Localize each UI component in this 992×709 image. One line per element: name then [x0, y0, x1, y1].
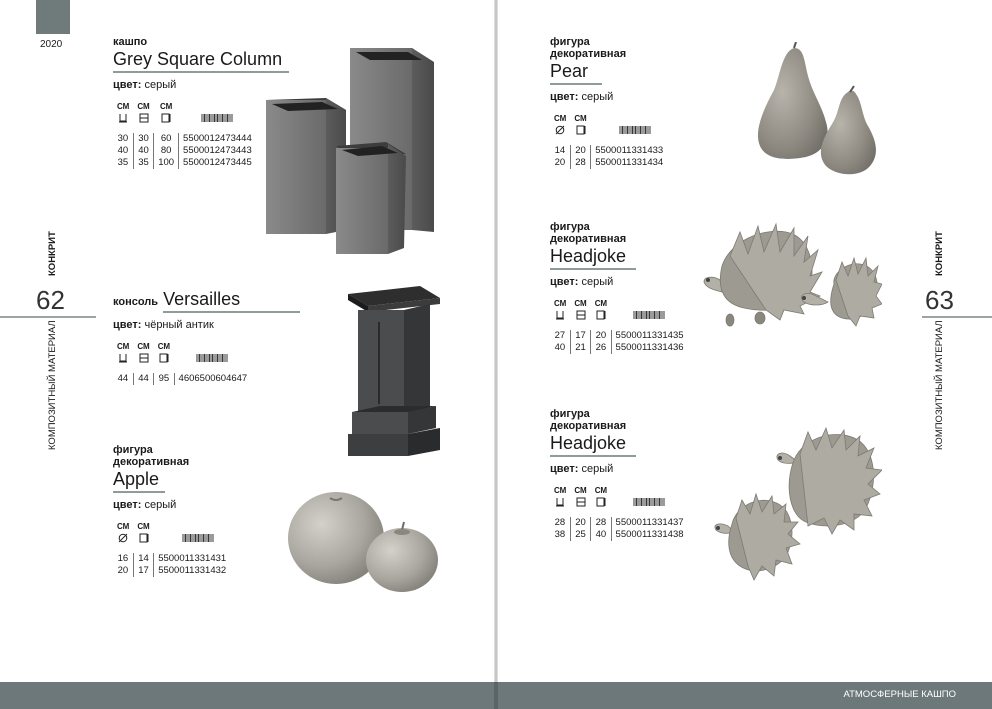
product-headjoke-2 — [550, 408, 688, 541]
right-page-number: 63 — [925, 285, 954, 315]
product-color: цвет: серый — [113, 499, 177, 511]
grey-square-column-image — [262, 44, 442, 259]
table-row: 14 20 5500011331433 — [550, 145, 667, 157]
spec-table: СМ СМ 14 20 5500011331433 20 28 5500011331434 — [550, 113, 667, 169]
product-color: цвет: чёрный антик — [113, 319, 214, 331]
hedgehog-image-2 — [708, 426, 882, 584]
height-icon — [118, 113, 128, 123]
spec-table: СМ СМ СМ 44 44 95 4606500604647 — [113, 341, 300, 385]
table-row: 40 40 80 5500012473443 — [113, 145, 256, 157]
table-row: 28 20 28 5500011331437 — [550, 517, 688, 529]
product-name: Versailles — [163, 288, 300, 313]
year-box — [36, 0, 70, 34]
table-row: 40 21 26 5500011331436 — [550, 342, 688, 354]
product-name: Pear — [550, 60, 602, 85]
product-color: цвет: серый — [550, 276, 614, 288]
width-icon — [139, 113, 149, 123]
depth-icon — [139, 533, 149, 543]
product-name: Headjoke — [550, 245, 636, 270]
barcode-icon — [182, 534, 214, 542]
footer-spine — [494, 682, 498, 709]
left-side-top-label: КОНКРИТ — [47, 231, 58, 276]
book-spine — [494, 0, 498, 682]
product-category-line1: фигура — [550, 221, 590, 233]
product-name: Apple — [113, 468, 165, 493]
product-color: цвет: серый — [550, 463, 614, 475]
year-label: 2020 — [40, 39, 63, 50]
footer-text: АТМОСФЕРНЫЕ КАШПО — [843, 689, 956, 700]
product-category: консоль — [113, 296, 159, 308]
table-row: 38 25 40 5500011331438 — [550, 529, 688, 541]
right-side-top-label: КОНКРИТ — [934, 231, 945, 276]
left-page-number-line — [0, 316, 96, 318]
product-category: кашпо — [113, 36, 148, 48]
product-category-line2: декоративная — [113, 456, 190, 468]
diameter-icon — [555, 125, 565, 135]
depth-icon — [596, 310, 606, 320]
product-name: Grey Square Column — [113, 48, 289, 73]
table-row: 30 30 60 5500012473444 — [113, 133, 256, 145]
table-row: 35 35 100 5500012473445 — [113, 157, 256, 169]
product-versailles — [113, 288, 300, 385]
height-icon — [555, 497, 565, 507]
unit-label: СМ — [117, 102, 130, 111]
table-row: 16 14 5500011331431 — [113, 553, 230, 565]
depth-icon — [159, 353, 169, 363]
barcode-icon — [619, 126, 651, 134]
product-headjoke-1 — [550, 221, 688, 354]
product-category-line1: фигура — [113, 444, 153, 456]
barcode-icon — [201, 114, 233, 122]
product-pear — [550, 36, 667, 169]
hedgehog-image-1 — [700, 222, 882, 334]
product-category-line1: фигура — [550, 36, 590, 48]
barcode-icon — [633, 498, 665, 506]
unit-label: СМ — [137, 102, 150, 111]
height-icon — [555, 310, 565, 320]
barcode-icon — [633, 311, 665, 319]
product-category-line2: декоративная — [550, 420, 627, 432]
apple-image — [284, 488, 444, 594]
diameter-icon — [118, 533, 128, 543]
product-color: цвет: серый — [550, 91, 614, 103]
right-page-number-line — [922, 316, 992, 318]
width-icon — [576, 310, 586, 320]
width-icon — [576, 497, 586, 507]
spec-table: СМ СМ СМ 28 20 28 5500011331437 38 25 40 5500011331438 — [550, 485, 688, 541]
table-row: 20 17 5500011331432 — [113, 565, 230, 577]
depth-icon — [576, 125, 586, 135]
table-row: 27 17 20 5500011331435 — [550, 330, 688, 342]
width-icon — [139, 353, 149, 363]
product-name: Headjoke — [550, 432, 636, 457]
barcode-icon — [196, 354, 228, 362]
product-category-line2: декоративная — [550, 48, 627, 60]
depth-icon — [596, 497, 606, 507]
unit-label: СМ — [159, 102, 173, 111]
spec-table: СМ СМ 16 14 5500011331431 20 17 5500011331432 — [113, 521, 230, 577]
versailles-console-image — [346, 282, 442, 460]
left-page-number: 62 — [36, 285, 65, 315]
spec-table: СМ СМ СМ 27 17 20 5500011331435 40 21 26 5500011331436 — [550, 298, 688, 354]
product-category-line2: декоративная — [550, 233, 627, 245]
right-side-bottom-label: КОМПОЗИТНЫЙ МАТЕРИАЛ — [934, 320, 945, 450]
depth-icon — [161, 113, 171, 123]
product-apple — [113, 444, 230, 577]
table-row: 20 28 5500011331434 — [550, 157, 667, 169]
product-color: цвет: серый — [113, 79, 177, 91]
product-category-line1: фигура — [550, 408, 590, 420]
table-row: 44 44 95 4606500604647 — [113, 373, 251, 385]
height-icon — [118, 353, 128, 363]
pear-image — [752, 42, 882, 180]
left-side-bottom-label: КОМПОЗИТНЫЙ МАТЕРИАЛ — [47, 320, 58, 450]
